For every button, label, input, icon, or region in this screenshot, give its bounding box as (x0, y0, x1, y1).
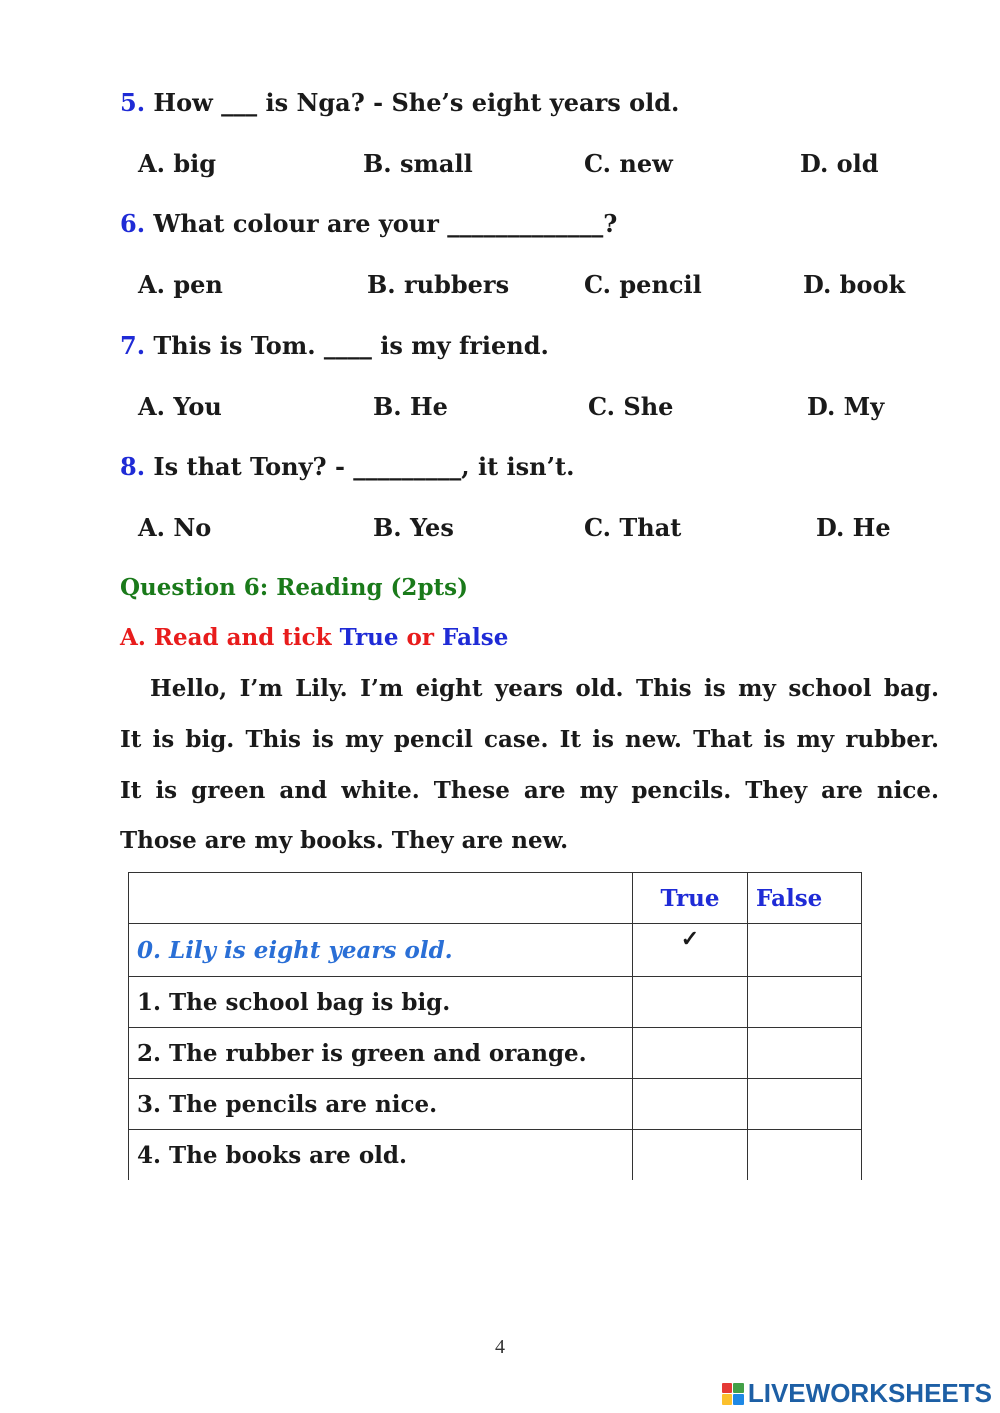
option-d[interactable]: D. He (816, 513, 891, 542)
header-false: False (748, 873, 862, 924)
option-b[interactable]: B. rubbers (367, 270, 510, 299)
table-row-example (129, 924, 862, 977)
option-c[interactable]: C. She (588, 392, 674, 421)
logo-square (733, 1383, 744, 1394)
example-statement: 0. Lily is eight years old. (129, 924, 633, 977)
question-5 (120, 88, 679, 117)
option-d[interactable]: D. book (803, 270, 906, 299)
option-c[interactable]: C. new (584, 149, 673, 178)
instruction-true: True (339, 624, 399, 651)
option-d[interactable]: D. My (807, 392, 885, 421)
question-7 (120, 331, 549, 360)
question-number: 7. (120, 331, 146, 360)
logo-square (733, 1394, 744, 1405)
false-checkbox-cell[interactable] (748, 1028, 862, 1079)
instruction-text: A. Read and tick (120, 624, 340, 651)
option-c[interactable]: C. That (584, 513, 682, 542)
logo-icon (722, 1383, 744, 1405)
option-a[interactable]: A. You (138, 392, 222, 421)
question-text: What colour are your _____________? (153, 209, 618, 238)
example-false-cell (748, 924, 862, 977)
header-true: True (633, 873, 748, 924)
true-checkbox-cell[interactable] (633, 1130, 748, 1181)
question-8 (120, 452, 574, 481)
question-number: 8. (120, 452, 146, 481)
option-b[interactable]: B. Yes (373, 513, 454, 542)
question-text: This is Tom. ____ is my friend. (153, 331, 549, 360)
statement: 2. The rubber is green and orange. (129, 1028, 633, 1079)
option-b[interactable]: B. small (363, 149, 473, 178)
statement: 4. The books are old. (129, 1130, 633, 1181)
section-title: Question 6: Reading (2pts) (120, 574, 468, 601)
false-checkbox-cell[interactable] (748, 1130, 862, 1181)
option-b[interactable]: B. He (373, 392, 448, 421)
question-6 (120, 209, 617, 238)
table-row (129, 1028, 862, 1079)
option-c[interactable]: C. pencil (584, 270, 702, 299)
passage-line: It is big. This is my pencil case. It is new. That is my rubber. (120, 726, 939, 753)
true-checkbox-cell[interactable] (633, 1079, 748, 1130)
true-false-table (128, 872, 862, 1180)
logo-square (722, 1383, 733, 1394)
question-number: 6. (120, 209, 146, 238)
table-row (129, 977, 862, 1028)
statement: 1. The school bag is big. (129, 977, 633, 1028)
option-d[interactable]: D. old (800, 149, 879, 178)
liveworksheets-logo (722, 1378, 992, 1409)
instruction (120, 624, 508, 651)
table-row (129, 1079, 862, 1130)
instruction-false: False (442, 624, 509, 651)
option-a[interactable]: A. big (138, 149, 217, 178)
header-statement (129, 873, 633, 924)
table-header-row (129, 873, 862, 924)
statement: 3. The pencils are nice. (129, 1079, 633, 1130)
question-text: How ___ is Nga? - She’s eight years old. (153, 88, 680, 117)
checkmark-icon: ✓ (633, 924, 748, 977)
option-a[interactable]: A. pen (138, 270, 223, 299)
logo-square (722, 1394, 733, 1405)
page-number: 4 (495, 1336, 505, 1358)
true-checkbox-cell[interactable] (633, 1028, 748, 1079)
table-row (129, 1130, 862, 1181)
passage-line: Hello, I’m Lily. I’m eight years old. This is my school bag. (150, 675, 939, 702)
question-text: Is that Tony? - _________, it isn’t. (153, 452, 575, 481)
passage-line: Those are my books. They are new. (120, 827, 569, 854)
option-a[interactable]: A. No (138, 513, 212, 542)
true-checkbox-cell[interactable] (633, 977, 748, 1028)
question-number: 5. (120, 88, 146, 117)
logo-text: LIVEWORKSHEETS (747, 1378, 992, 1408)
false-checkbox-cell[interactable] (748, 977, 862, 1028)
false-checkbox-cell[interactable] (748, 1079, 862, 1130)
instruction-or: or (398, 624, 443, 651)
passage-line: It is green and white. These are my pencils. They are nice. (120, 777, 939, 804)
